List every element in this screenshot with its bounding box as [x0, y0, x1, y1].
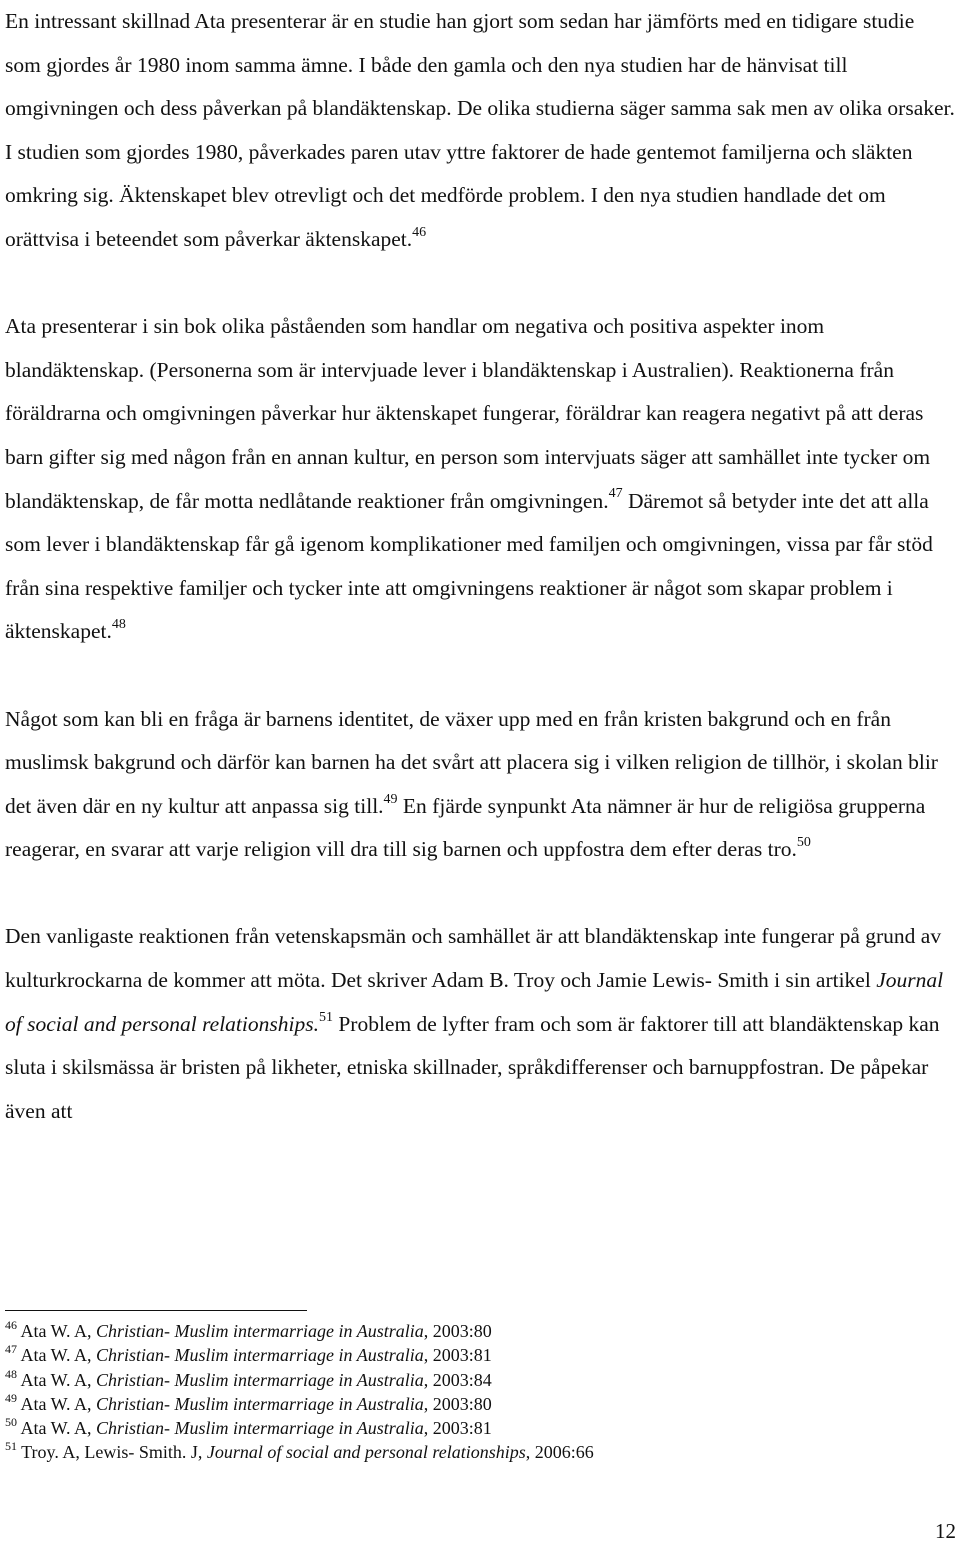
paragraph [5, 915, 955, 1133]
page-number: 12 [935, 1519, 956, 1543]
footnote-year-page: , 2003:81 [423, 1418, 492, 1439]
footnote-separator-rule [5, 1310, 307, 1311]
paragraph [5, 0, 955, 262]
footnote-author: Ata W. A, [17, 1321, 97, 1341]
footnote-author: Ata W. A, [17, 1393, 97, 1414]
footnote-title: Christian- Muslim intermarriage in Australia [96, 1369, 424, 1390]
document-page [5, 0, 955, 1133]
footnote-number: 49 [5, 1390, 17, 1405]
footnote-reference: 48 [111, 617, 126, 633]
footnote-author: Ata W. A, [17, 1418, 97, 1439]
footnote-list [5, 1319, 955, 1465]
footnote [5, 1392, 955, 1416]
body-text [5, 0, 955, 1133]
paragraph [5, 698, 955, 872]
footnote-year-page: , 2003:80 [423, 1393, 492, 1414]
text-segment: Den vanligaste reaktionen från vetenskapsmän och samhället är att blandäktenskap inte fungerar på grund av kulturkrockarna de kommer att möta. Det skriver Adam B. Troy och Jamie Lewis- Smith i sin artikel [5, 924, 942, 993]
text-segment: Däremot så betyder inte det att alla som lever i blandäktenskap får gå igenom komplikationer med familjen och omgivningen, vissa par får stöd från sina respektive familjer och tycker inte att omgivningens reaktioner är något som skapar problem i äktenskapet. [5, 488, 933, 644]
footnote-title: Journal of social and personal relationships [206, 1442, 526, 1463]
footnote-number: 50 [5, 1415, 17, 1430]
footnote-author: Ata W. A, [17, 1369, 97, 1390]
footnote-author: Troy. A, Lewis- Smith. J, [17, 1442, 207, 1463]
italic-title: Journal of social and personal relationships. [5, 968, 944, 1036]
text-segment: Ata presenterar i sin bok olika påståenden som handlar om negativa och positiva aspekter inom blandäktenskap. (Personerna som är intervjuade lever i blandäktenskap i Australien). Reaktionerna från föräldrarna och omgivningen påverkar hur äktenskapet fungerar, föräldrar kan reagera negativt på att deras barn gifter sig med någon från en annan kultur, en person som intervjuats säger att samhället inte tycker om blandäktenskap, de får motta nedlåtande reaktioner från omgivningen. [5, 314, 931, 513]
text-segment: Något som kan bli en fråga är barnens identitet, de växer upp med en från kristen bakgrund och en från muslimsk bakgrund och därför kan barnen ha det svårt att placera sig i vilken religion de tillhör, i skolan blir det även där en ny kultur att anpassa sig till. [5, 706, 938, 818]
footnote [5, 1440, 955, 1464]
footnote-title: Christian- Muslim intermarriage in Australia [96, 1345, 424, 1366]
text-segment: En intressant skillnad Ata presenterar är en studie han gjort som sedan har jämförts med en tidigare studie som gjordes år 1980 inom samma ämne. I både den gamla och den nya studien har de hänvisat till omgivningen och dess påverkan på blandäktenskap. De olika studierna säger samma sak men av olika orsaker. I studien som gjordes 1980, påverkades paren utav yttre faktorer de hade gentemot familjerna och släkten omkring sig. Äktenskapet blev otrevligt och det medförde problem. I den nya studien handlade det om orättvisa i beteendet som påverkar äktenskapet. [5, 9, 955, 251]
footnote-title: Christian- Muslim intermarriage in Australia [96, 1321, 424, 1341]
text-segment: En fjärde synpunkt Ata nämner är hur de religiösa grupperna reagerar, en svarar att varje religion vill dra till sig barnen och uppfostra dem efter deras tro. [5, 793, 926, 862]
footnote [5, 1368, 955, 1392]
footnote-year-page: , 2003:81 [423, 1345, 492, 1366]
footnote-year-page: , 2006:66 [525, 1442, 594, 1463]
footnote-reference: 51 [318, 1009, 333, 1025]
footnote-reference: 49 [383, 791, 398, 807]
footnote-year-page: , 2003:84 [423, 1369, 492, 1390]
footnote-reference: 47 [608, 486, 623, 502]
footnote-reference: 50 [796, 835, 811, 851]
footnote-reference: 46 [412, 224, 427, 240]
footnote [5, 1416, 955, 1440]
paragraph [5, 305, 955, 654]
footnotes-section [5, 1310, 955, 1465]
footnote-title: Christian- Muslim intermarriage in Australia [96, 1418, 424, 1439]
text-segment: Problem de lyfter fram och som är faktorer till att blandäktenskap kan sluta i skilsmässa är bristen på likheter, etniska skillnader, språkdifferenser och barnuppfostran. De påpekar även att [5, 1011, 940, 1123]
footnote-number: 46 [5, 1318, 17, 1332]
footnote [5, 1343, 955, 1367]
footnote-number: 47 [5, 1342, 17, 1357]
footnote-title: Christian- Muslim intermarriage in Australia [96, 1393, 424, 1414]
footnote-number: 48 [5, 1366, 17, 1381]
footnote [5, 1319, 955, 1343]
footnote-author: Ata W. A, [17, 1345, 97, 1366]
footnote-number: 51 [5, 1439, 17, 1454]
footnote-year-page: , 2003:80 [423, 1321, 492, 1341]
